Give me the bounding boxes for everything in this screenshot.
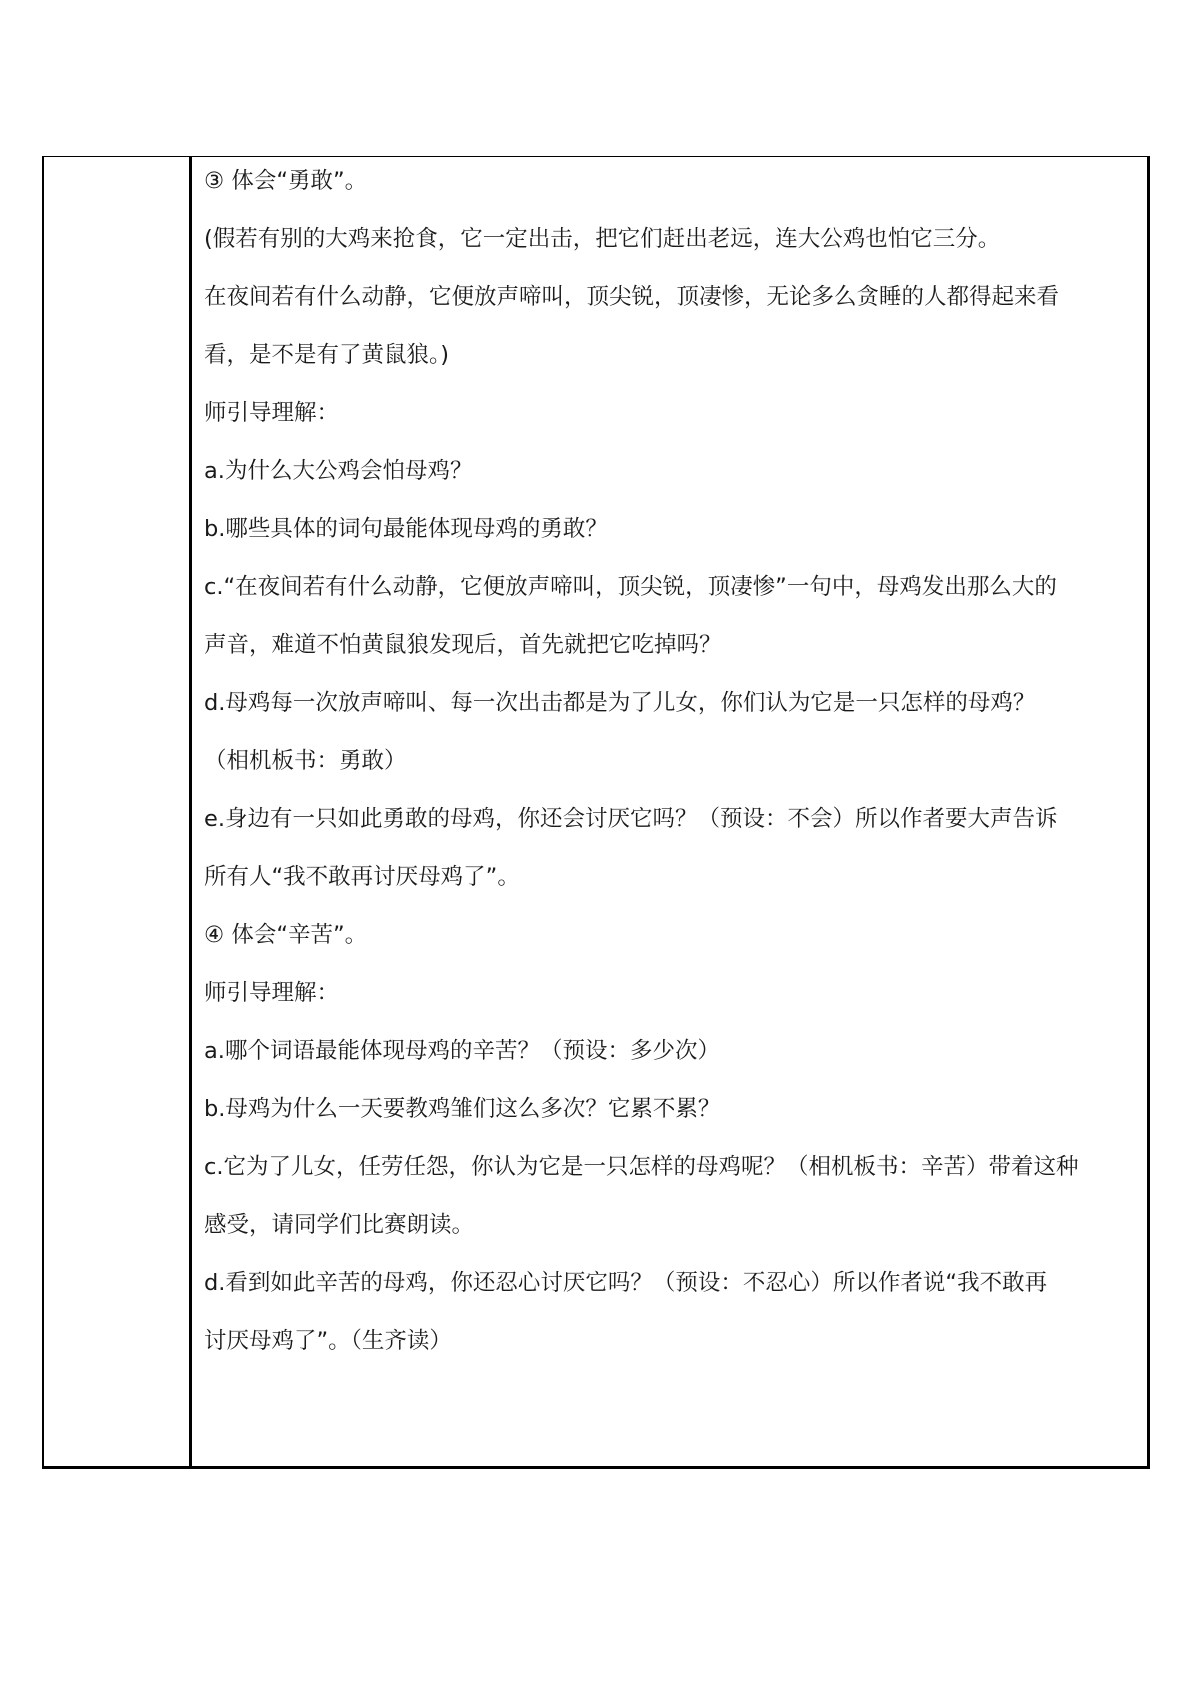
text-line: (假若有别的大鸡来抢食，它一定出击，把它们赶出老远，连大公鸡也怕它三分。 [204,226,1001,252]
text-line: 讨厌母鸡了”。（生齐读） [204,1328,452,1354]
text-line: a.哪个词语最能体现母鸡的辛苦？（预设：多少次） [204,1038,720,1064]
text-line: a.为什么大公鸡会怕母鸡？ [204,458,473,484]
lesson-table [42,156,1150,1469]
text-line: 所有人“我不敢再讨厌母鸡了”。 [204,864,520,890]
text-line: c.“在夜间若有什么动静，它便放声啼叫，顶尖锐，顶凄惨”一句中，母鸡发出那么大的 [204,574,1057,600]
text-line: c.它为了儿女，任劳任怨，你认为它是一只怎样的母鸡呢？（相机板书：辛苦）带着这种 [204,1154,1079,1180]
text-line: 声音，难道不怕黄鼠狼发现后，首先就把它吃掉吗？ [204,632,722,658]
text-line: （相机板书：勇敢） [204,748,407,774]
text-line: ④ 体会“辛苦”。 [204,922,368,948]
left-column-cell [44,157,192,1466]
text-line: 感受，请同学们比赛朗读。 [204,1212,475,1238]
text-line: ③ 体会“勇敢”。 [204,168,368,194]
text-line: d.看到如此辛苦的母鸡，你还忍心讨厌它吗？（预设：不忍心）所以作者说“我不敢再 [204,1270,1048,1296]
text-line: d.母鸡每一次放声啼叫、每一次出击都是为了儿女，你们认为它是一只怎样的母鸡？ [204,690,1036,716]
content-cell [192,157,1147,1466]
text-line: b.哪些具体的词句最能体现母鸡的勇敢？ [204,516,608,542]
text-line: 看，是不是有了黄鼠狼。) [204,342,450,368]
text-line: b.母鸡为什么一天要教鸡雏们这么多次？它累不累？ [204,1096,721,1122]
text-line: 在夜间若有什么动静，它便放声啼叫，顶尖锐，顶凄惨，无论多么贪睡的人都得起来看 [204,284,1060,310]
text-line: 师引导理解： [204,980,340,1006]
text-line: 师引导理解： [204,400,340,426]
text-line: e.身边有一只如此勇敢的母鸡，你还会讨厌它吗？（预设：不会）所以作者要大声告诉 [204,806,1058,832]
